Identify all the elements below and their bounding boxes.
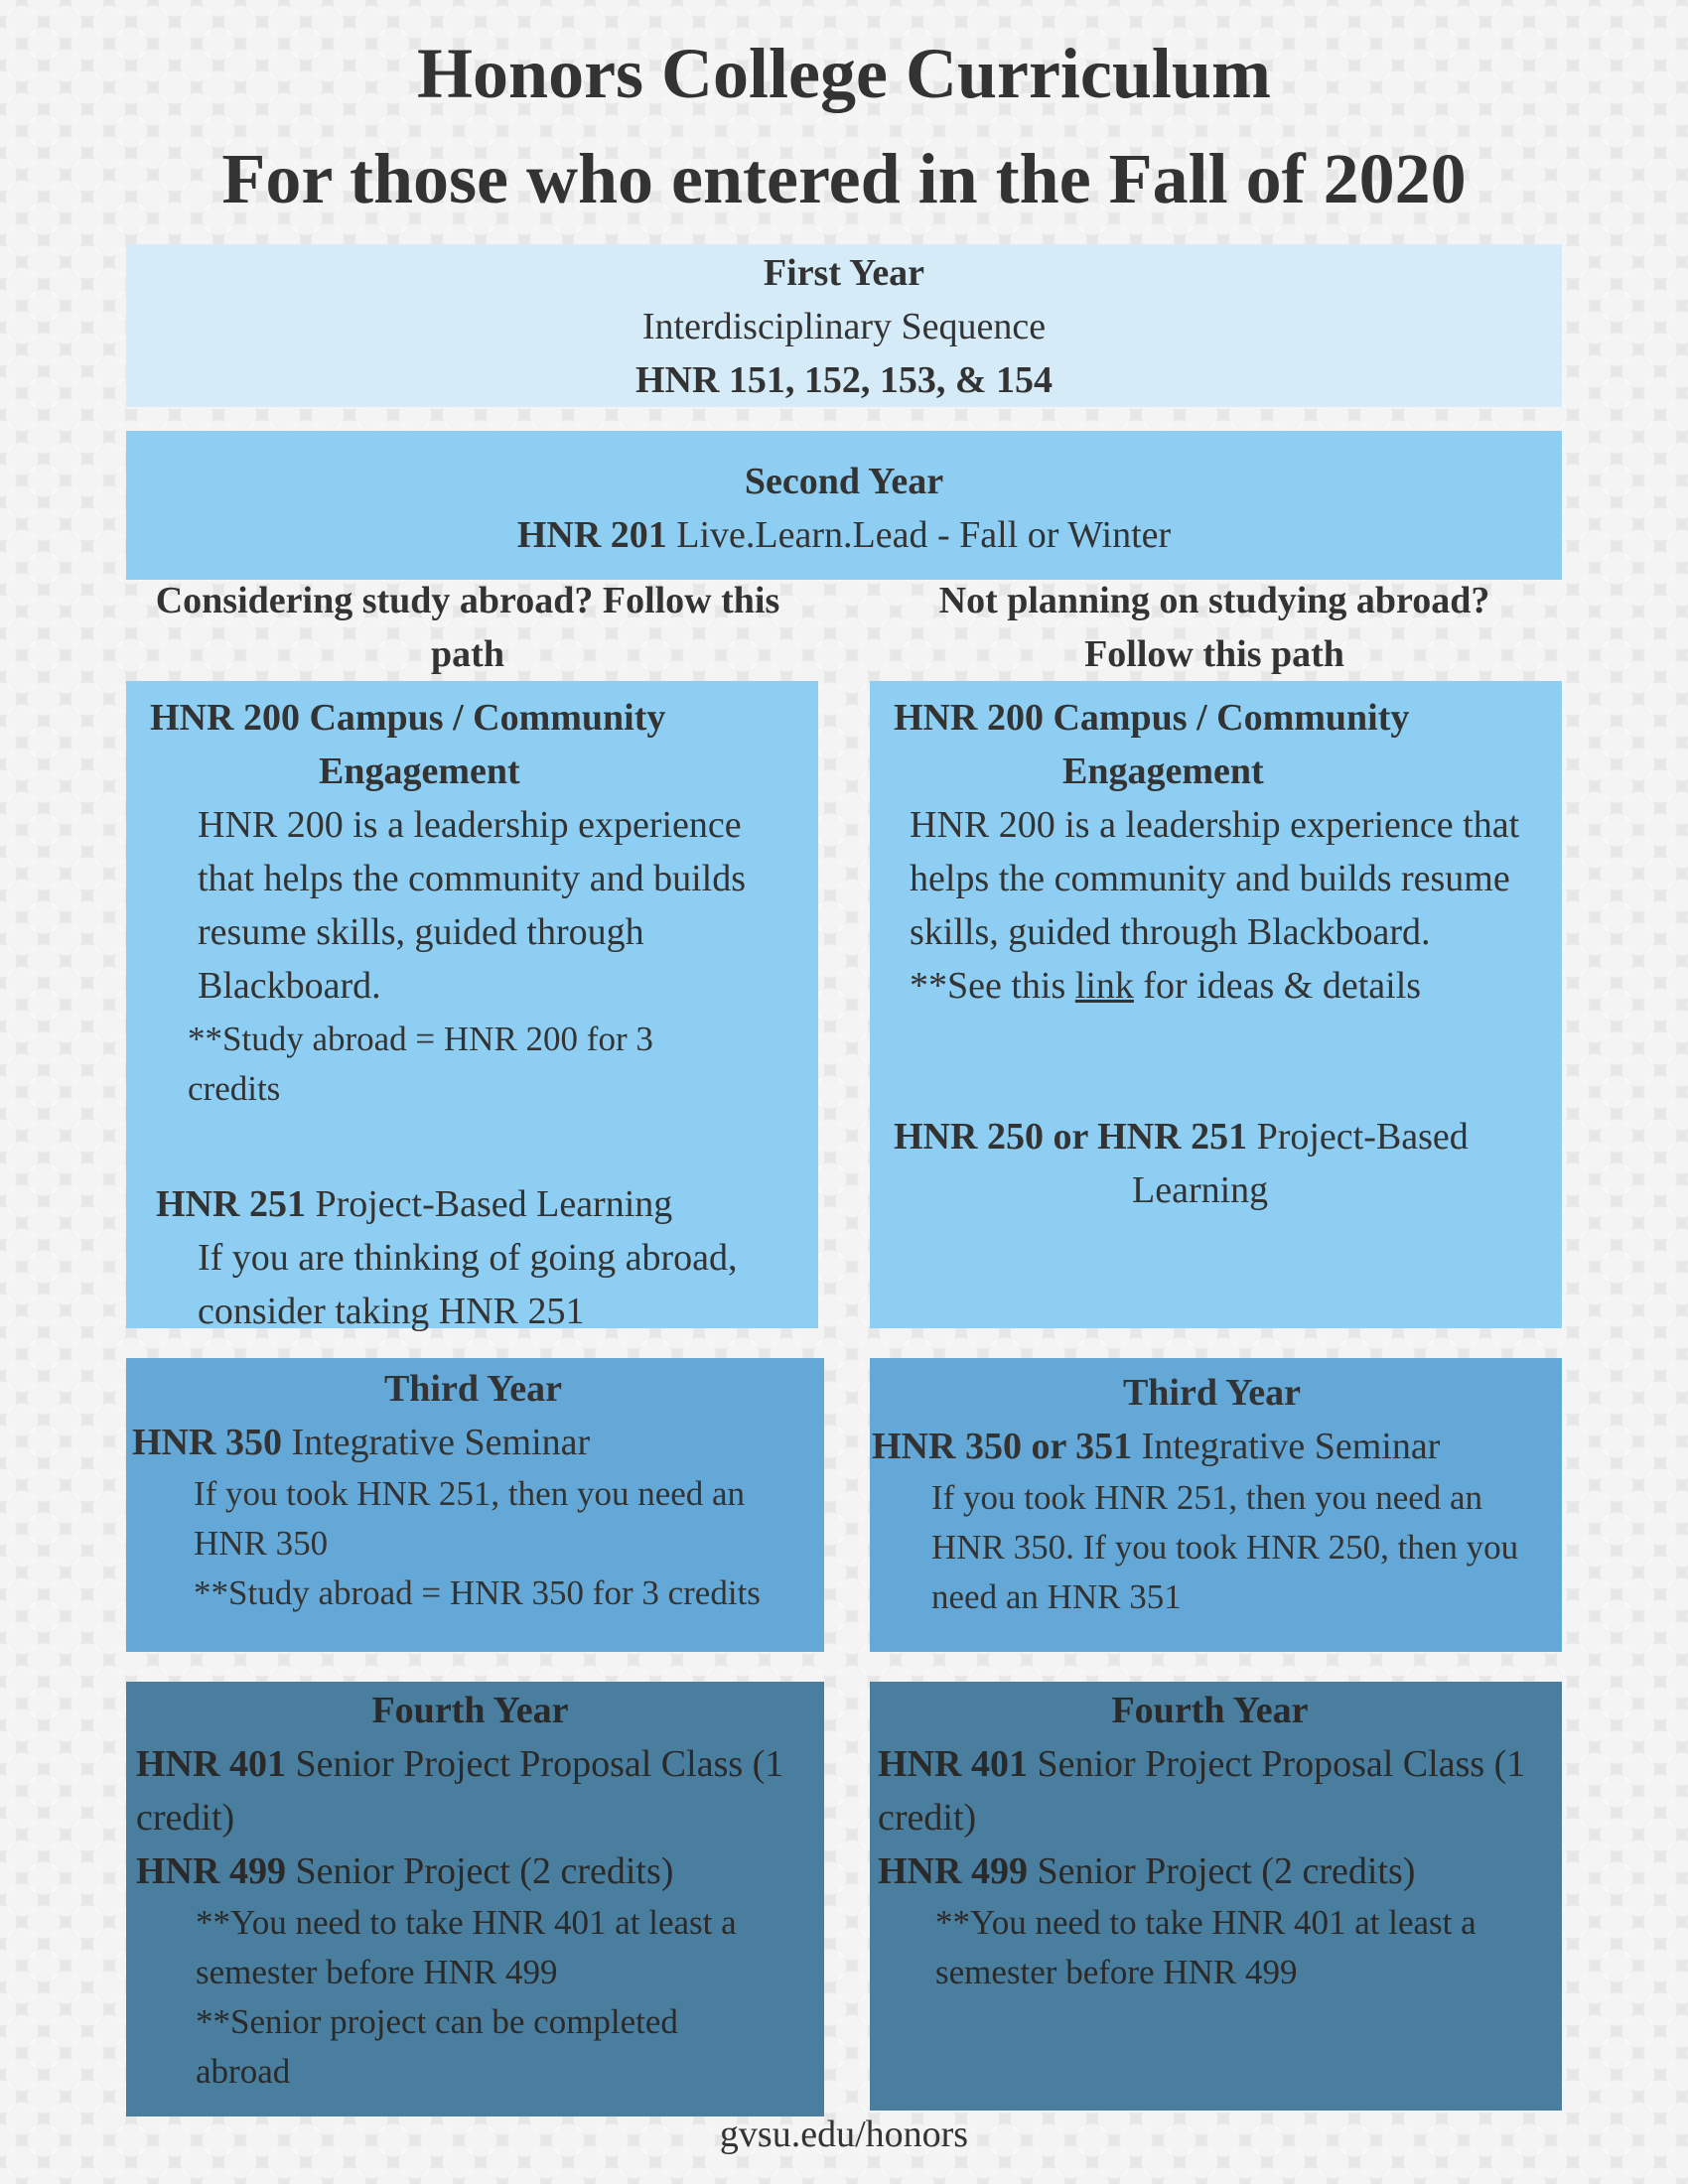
- left-hnr251-course: [150, 1177, 794, 1231]
- left-hnr499-code: HNR 499: [136, 1850, 286, 1892]
- right-hnr200-title-line-2: Engagement: [1062, 751, 1264, 792]
- left-hnr401-course: [136, 1737, 804, 1844]
- right-hnr401-code: HNR 401: [878, 1743, 1028, 1785]
- left-fourth-year-heading: Fourth Year: [371, 1690, 569, 1731]
- right-hnr401-course: [878, 1737, 1542, 1844]
- left-hnr251-text: Project-Based Learning: [305, 1183, 673, 1225]
- ideas-details-link[interactable]: link: [1074, 965, 1134, 1007]
- right-hnr350-course: [872, 1420, 1552, 1473]
- first-year-heading: First Year: [763, 252, 925, 294]
- left-hnr200-title-line-2: Engagement: [319, 751, 520, 792]
- right-hnr200-note: [894, 959, 1538, 1013]
- left-hnr200-note: **Study abroad = HNR 200 for 3 credits: [188, 1020, 653, 1108]
- right-hnr350-description: If you took HNR 251, then you need an HNR 350. If you took HNR 250, then you need an HNR 351: [931, 1478, 1519, 1616]
- left-hnr200-description: HNR 200 is a leadership experience that helps the community and builds resume skills, guided through Blackboard.: [198, 804, 746, 1007]
- right-hnr350-code: HNR 350 or 351: [872, 1426, 1133, 1467]
- right-hnr250-text: Project-Based: [1247, 1116, 1469, 1158]
- second-year-course: [126, 508, 1562, 562]
- right-second-year-box: [870, 681, 1562, 1328]
- left-hnr251-code: HNR 251: [156, 1183, 306, 1225]
- right-hnr401-text: Senior Project Proposal Class (1 credit): [878, 1743, 1526, 1839]
- left-third-year-box: [126, 1358, 824, 1652]
- left-hnr401-text: Senior Project Proposal Class (1 credit): [136, 1743, 784, 1839]
- left-hnr499-text: Senior Project (2 credits): [285, 1850, 674, 1892]
- left-hnr251-description: If you are thinking of going abroad, consider taking HNR 251: [198, 1237, 738, 1332]
- left-hnr350-text: Integrative Seminar: [281, 1422, 591, 1463]
- right-path-header: [864, 574, 1565, 681]
- second-year-course-text: Live.Learn.Lead - Fall or Winter: [666, 514, 1172, 556]
- right-path-header-line-1: Not planning on studying abroad?: [938, 580, 1490, 621]
- right-fourth-year-heading: Fourth Year: [1111, 1690, 1309, 1731]
- right-hnr499-note-1: **You need to take HNR 401 at least a semester before HNR 499: [935, 1903, 1477, 1991]
- left-second-year-box: [126, 681, 818, 1332]
- right-fourth-year-box: [870, 1682, 1562, 2111]
- left-third-year-heading: Third Year: [383, 1368, 563, 1410]
- right-hnr250-code: HNR 250 or HNR 251: [894, 1116, 1248, 1158]
- footer-url[interactable]: gvsu.edu/honors: [719, 2114, 969, 2155]
- right-hnr499-code: HNR 499: [878, 1850, 1028, 1892]
- second-year-course-code: HNR 201: [516, 514, 667, 556]
- right-third-year-heading: Third Year: [1122, 1372, 1302, 1414]
- first-year-courses: HNR 151, 152, 153, & 154: [634, 359, 1054, 401]
- right-hnr499-text: Senior Project (2 credits): [1027, 1850, 1416, 1892]
- first-year-subtitle: Interdisciplinary Sequence: [641, 306, 1047, 347]
- second-year-heading: Second Year: [744, 461, 944, 502]
- right-hnr250-course: [894, 1110, 1538, 1163]
- right-hnr200-description: HNR 200 is a leadership experience that helps the community and builds resume skills, guided through Blackboard.: [910, 804, 1520, 953]
- left-hnr350-note: **Study abroad = HNR 350 for 3 credits: [194, 1573, 761, 1612]
- right-path-header-line-2: Follow this path: [1084, 633, 1344, 675]
- left-hnr401-code: HNR 401: [136, 1743, 286, 1785]
- first-year-band: [126, 244, 1562, 407]
- page-title-line-2: For those who entered in the Fall of 2020: [221, 139, 1467, 218]
- right-hnr499-course: [878, 1844, 1542, 1898]
- right-hnr250-text-line-2: Learning: [1132, 1169, 1269, 1211]
- right-hnr350-text: Integrative Seminar: [1132, 1426, 1441, 1467]
- left-path-header: Considering study abroad? Follow this path: [155, 580, 780, 675]
- left-hnr499-note-1: **You need to take HNR 401 at least a semester before HNR 499: [196, 1903, 737, 1991]
- left-hnr350-course: [132, 1416, 814, 1469]
- left-hnr200-title-line-1: HNR 200 Campus / Community: [150, 697, 666, 739]
- right-note-suffix: for ideas & details: [1133, 965, 1422, 1007]
- right-hnr200-title-line-1: HNR 200 Campus / Community: [894, 697, 1410, 739]
- left-hnr350-description: If you took HNR 251, then you need an HNR 350: [194, 1474, 746, 1563]
- second-year-band: [126, 431, 1562, 580]
- left-fourth-year-box: [126, 1682, 824, 2116]
- left-hnr350-code: HNR 350: [132, 1422, 282, 1463]
- page-title-line-1: Honors College Curriculum: [417, 34, 1271, 113]
- left-hnr499-course: [136, 1844, 804, 1898]
- right-note-prefix: **See this: [910, 965, 1075, 1007]
- left-hnr499-note-2: **Senior project can be completed abroad: [196, 2002, 678, 2091]
- right-third-year-box: [870, 1358, 1562, 1652]
